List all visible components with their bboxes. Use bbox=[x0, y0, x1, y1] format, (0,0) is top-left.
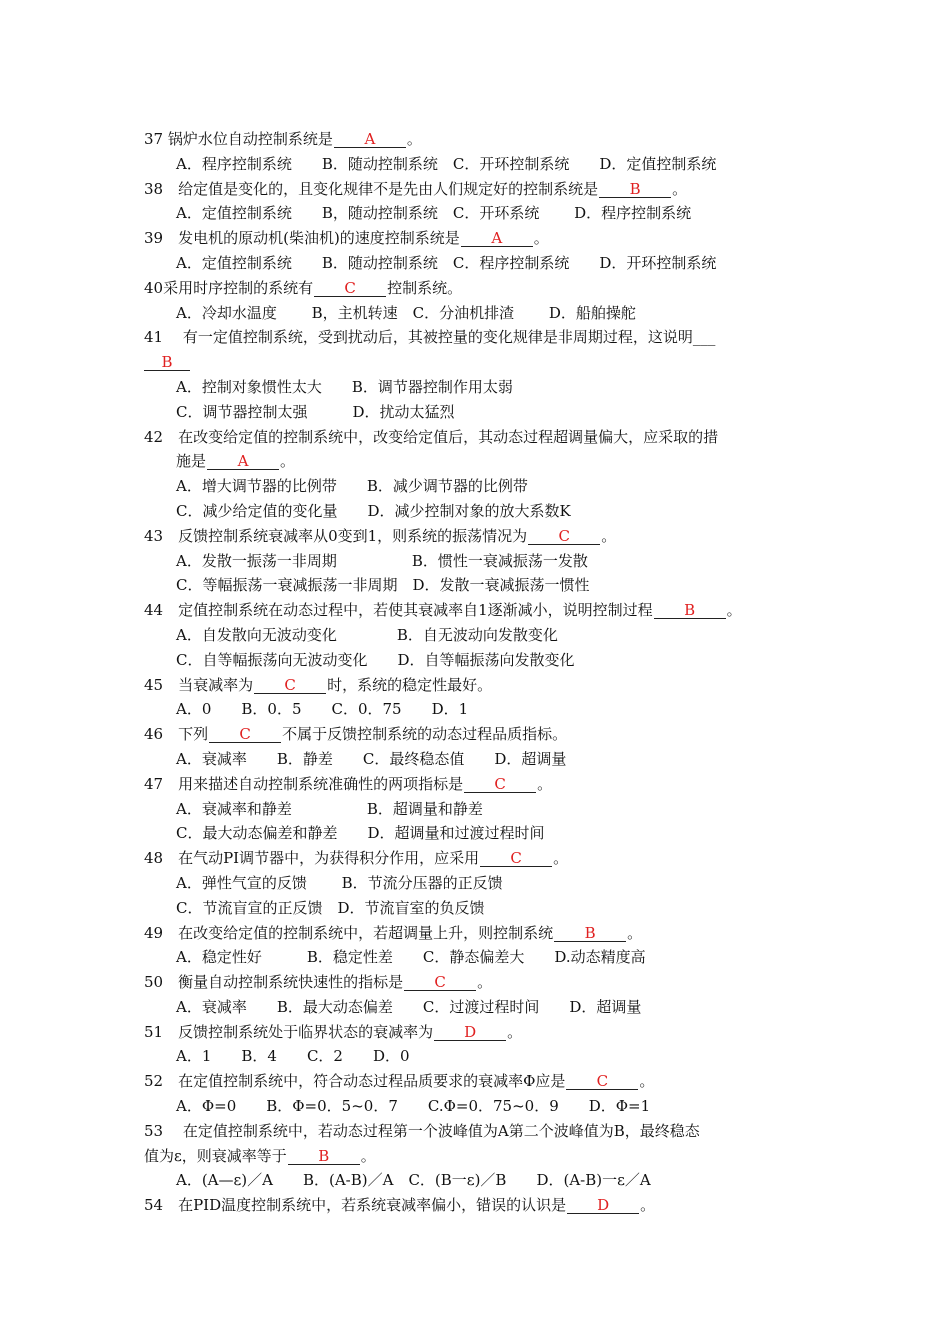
question-text-tail: 。 bbox=[406, 130, 422, 148]
answer-blank: D bbox=[567, 1198, 639, 1214]
question-text: 45 当衰减率为 bbox=[144, 675, 254, 694]
question-37 bbox=[144, 127, 824, 152]
answer-blank: C bbox=[314, 281, 386, 297]
question-text: 52 在定值控制系统中，符合动态过程品质要求的衰减率Φ应是 bbox=[144, 1072, 566, 1091]
question-46 bbox=[144, 722, 824, 747]
question-text-tail: 。 bbox=[640, 1196, 656, 1215]
options-line: A．衰减率 B．静差 C．最终稳态值 D．超调量 bbox=[176, 749, 567, 768]
question-text-tail: 。 bbox=[672, 179, 688, 198]
options-line: A．1 B．4 C．2 D．0 bbox=[176, 1047, 410, 1066]
question-text: 49 在改变给定值的控制系统中，若超调量上升，则控制系统 bbox=[144, 923, 554, 942]
question-text: 施是 bbox=[176, 452, 207, 471]
answer-blank: C bbox=[209, 727, 281, 743]
question-42 bbox=[144, 425, 824, 450]
answer-blank: C bbox=[464, 777, 536, 793]
question-53-cont bbox=[144, 1144, 824, 1169]
question-text-tail: 时，系统的稳定性最好。 bbox=[327, 675, 493, 694]
question-text-tail: 。 bbox=[477, 973, 493, 992]
question-text: 53 在定值控制系统中，若动态过程第一个波峰值为A第二个波峰值为B，最终稳态 bbox=[144, 1121, 700, 1140]
question-45 bbox=[144, 673, 824, 698]
question-49 bbox=[144, 921, 824, 946]
question-text: 42 在改变给定值的控制系统中，改变给定值后，其动态过程超调量偏大，应采取的措 bbox=[144, 427, 719, 446]
question-text-tail: 。 bbox=[507, 1022, 523, 1041]
options-line: A．(A—ε)／A B．(A-B)／A C．(B一ε)／B D．(A-B)一ε／A bbox=[176, 1171, 651, 1190]
answer-blank: C bbox=[480, 851, 552, 867]
options-line: C．等幅振荡一衰减振荡一非周期 D．发散一衰减振荡一惯性 bbox=[176, 576, 590, 595]
question-text: 37 锅炉水位自动控制系统是 bbox=[144, 130, 333, 148]
question-text-tail: 。 bbox=[537, 774, 553, 793]
options-line: A．增大调节器的比例带 B．减少调节器的比例带 bbox=[176, 477, 528, 496]
question-53 bbox=[144, 1119, 824, 1144]
question-text-tail: 。 bbox=[533, 229, 549, 248]
question-44 bbox=[144, 598, 824, 623]
options-line: A．Φ=0 B．Φ=0．5~0．7 C.Φ=0．75~0．9 D．Φ=1 bbox=[176, 1097, 651, 1116]
question-text-tail: 不属于反馈控制系统的动态过程品质指标。 bbox=[282, 725, 568, 744]
options-line: A．稳定性好 B．稳定性差 C．静态偏差大 D.动态精度高 bbox=[176, 948, 646, 967]
question-39 bbox=[144, 226, 824, 251]
question-48 bbox=[144, 846, 824, 871]
question-page bbox=[144, 127, 824, 1218]
question-51 bbox=[144, 1020, 824, 1045]
answer-blank: C bbox=[528, 529, 600, 545]
options-line: C．最大动态偏差和静差 D．超调量和过渡过程时间 bbox=[176, 824, 545, 843]
question-text: 43 反馈控制系统衰减率从0变到1，则系统的振荡情况为 bbox=[144, 526, 528, 545]
question-43 bbox=[144, 524, 824, 549]
answer-blank: D bbox=[434, 1025, 506, 1041]
options-line: A．控制对象惯性太大 B．调节器控制作用太弱 bbox=[176, 377, 513, 396]
question-41-cont bbox=[144, 350, 824, 375]
options-line: C．自等幅振荡向无波动变化 D．自等幅振荡向发散变化 bbox=[176, 650, 575, 669]
options-line: A．自发散向无波动变化 B．自无波动向发散变化 bbox=[176, 625, 558, 644]
question-text: 39 发电机的原动机(柴油机)的速度控制系统是 bbox=[144, 229, 460, 248]
question-40 bbox=[144, 276, 824, 301]
question-text-tail: 。 bbox=[726, 601, 742, 620]
options-line: A．衰减率和静差 B．超调量和静差 bbox=[176, 799, 483, 818]
answer-blank: A bbox=[207, 454, 279, 470]
answer-blank: B bbox=[654, 603, 726, 619]
question-text: 54 在PID温度控制系统中，若系统衰减率偏小，错误的认识是 bbox=[144, 1196, 567, 1215]
question-text-tail: 。 bbox=[280, 452, 296, 471]
options-line: A．弹性气宣的反馈 B．节流分压器的正反馈 bbox=[176, 873, 503, 892]
question-text: 48 在气动PI调节器中，为获得积分作用，应采用 bbox=[144, 849, 480, 868]
question-54 bbox=[144, 1193, 824, 1218]
question-text: 41 有一定值控制系统，受到扰动后，其被控量的变化规律是非周期过程，这说明___ bbox=[144, 328, 716, 347]
answer-blank: B bbox=[288, 1149, 360, 1165]
question-text: 值为ε，则衰减率等于 bbox=[144, 1146, 287, 1165]
options-line: A．0 B．0．5 C．0．75 D．1 bbox=[176, 700, 469, 719]
question-text-tail: 。 bbox=[601, 526, 617, 545]
options-line: A．衰减率 B．最大动态偏差 C．过渡过程时间 D．超调量 bbox=[176, 997, 642, 1016]
question-text: 46 下列 bbox=[144, 725, 209, 744]
question-38 bbox=[144, 177, 824, 202]
question-42-cont bbox=[144, 449, 824, 474]
answer-blank: C bbox=[254, 678, 326, 694]
question-52 bbox=[144, 1069, 824, 1094]
question-text: 51 反馈控制系统处于临界状态的衰减率为 bbox=[144, 1022, 434, 1041]
options-line: C．调节器控制太强 D．扰动太猛烈 bbox=[176, 402, 455, 421]
question-text: 50 衡量自动控制系统快速性的指标是 bbox=[144, 973, 404, 992]
question-text-tail: 。 bbox=[639, 1072, 655, 1091]
question-text-tail: 。 bbox=[627, 923, 643, 942]
question-text-tail: 控制系统。 bbox=[387, 278, 463, 297]
answer-blank: A bbox=[334, 132, 406, 148]
options-line: A．冷却水温度 B，主机转速 C．分油机排渣 D．船舶操舵 bbox=[176, 303, 636, 322]
question-text: 38 给定值是变化的，且变化规律不是先由人们规定好的控制系统是 bbox=[144, 179, 599, 198]
question-text: 40采用时序控制的系统有 bbox=[144, 278, 314, 297]
answer-blank: B bbox=[554, 926, 626, 942]
answer-blank: C bbox=[404, 975, 476, 991]
answer-blank: B bbox=[144, 355, 190, 371]
question-41 bbox=[144, 325, 824, 350]
options-line: C．减少给定值的变化量 D．减少控制对象的放大系数K bbox=[176, 501, 571, 520]
answer-blank: B bbox=[599, 182, 671, 198]
question-text: 47 用来描述自动控制系统准确性的两项指标是 bbox=[144, 774, 464, 793]
question-47 bbox=[144, 772, 824, 797]
options-line: A．发散一振荡一非周期 B．惯性一衰减振荡一发散 bbox=[176, 551, 588, 570]
answer-blank: A bbox=[461, 231, 533, 247]
options-line: A．定值控制系统 B．随动控制系统 C．程序控制系统 D．开环控制系统 bbox=[176, 253, 717, 272]
options-line: A．定值控制系统 B，随动控制系统 C．开环系统 D．程序控制系统 bbox=[176, 204, 692, 223]
answer-blank: C bbox=[566, 1074, 638, 1090]
question-text-tail: 。 bbox=[553, 849, 569, 868]
options-line: A．程序控制系统 B．随动控制系统 C．开环控制系统 D．定值控制系统 bbox=[176, 154, 717, 173]
question-text: 44 定值控制系统在动态过程中，若使其衰减率自1逐渐减小，说明控制过程 bbox=[144, 601, 653, 620]
question-50 bbox=[144, 970, 824, 995]
options-line: C．节流盲宣的正反馈 D．节流盲室的负反馈 bbox=[176, 898, 485, 917]
question-text-tail: 。 bbox=[360, 1146, 376, 1165]
